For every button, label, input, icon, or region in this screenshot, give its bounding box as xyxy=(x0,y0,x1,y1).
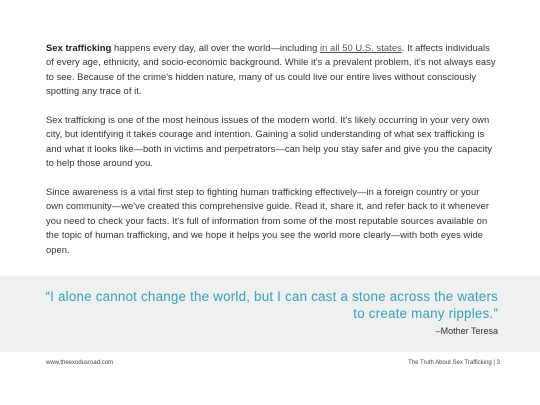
body-text xyxy=(46,41,498,271)
paragraph-heinous: Sex trafficking is one of the most heinous issues of the modern world. It's likely occurring in your very own city, but identifying it takes courage and intention. Gaining a solid understanding of what sex trafficking is and what it looks like—both in victims and perpetrators—can help you stay safer and give you the capacity to help those around you. xyxy=(46,114,493,169)
quote-author: –Mother Teresa xyxy=(435,326,498,336)
quote-band xyxy=(0,276,540,352)
paragraph-awareness: Since awareness is a vital first step to fighting human trafficking effectively—in a foreign country or your own community—we've created this comprehensive guide. Read it, share it, and refer back to it whenever you need to check your facts. It's full of information from some of the most reputable sources available on the topic of human trafficking, and we hope it helps you see the world more clearly—with both eyes wide open. xyxy=(46,186,490,255)
footer-title-page: The Truth About Sex Trafficking | 3 xyxy=(408,360,500,366)
footer-url[interactable]: www.theexodusroad.com xyxy=(46,360,114,366)
quote-text: “I alone cannot change the world, but I can cast a stone across the waters to create many ripples.” xyxy=(45,289,498,321)
paragraph-intro xyxy=(46,41,498,99)
bold-lead: Sex trafficking xyxy=(46,42,112,53)
intro-text-after-link: . It affects individuals of every age, ethnicity, and socio-economic background. While it's a prevalent problem, it's not always easy to see. Because of the crime's hidden nature, many of us could live our entire lives without consciously spotting any trace of it. xyxy=(46,42,496,97)
states-link[interactable]: in all 50 U.S. states xyxy=(320,42,402,53)
page-footer xyxy=(46,360,500,366)
intro-text-before-link: happens every day, all over the world—including xyxy=(111,42,320,53)
